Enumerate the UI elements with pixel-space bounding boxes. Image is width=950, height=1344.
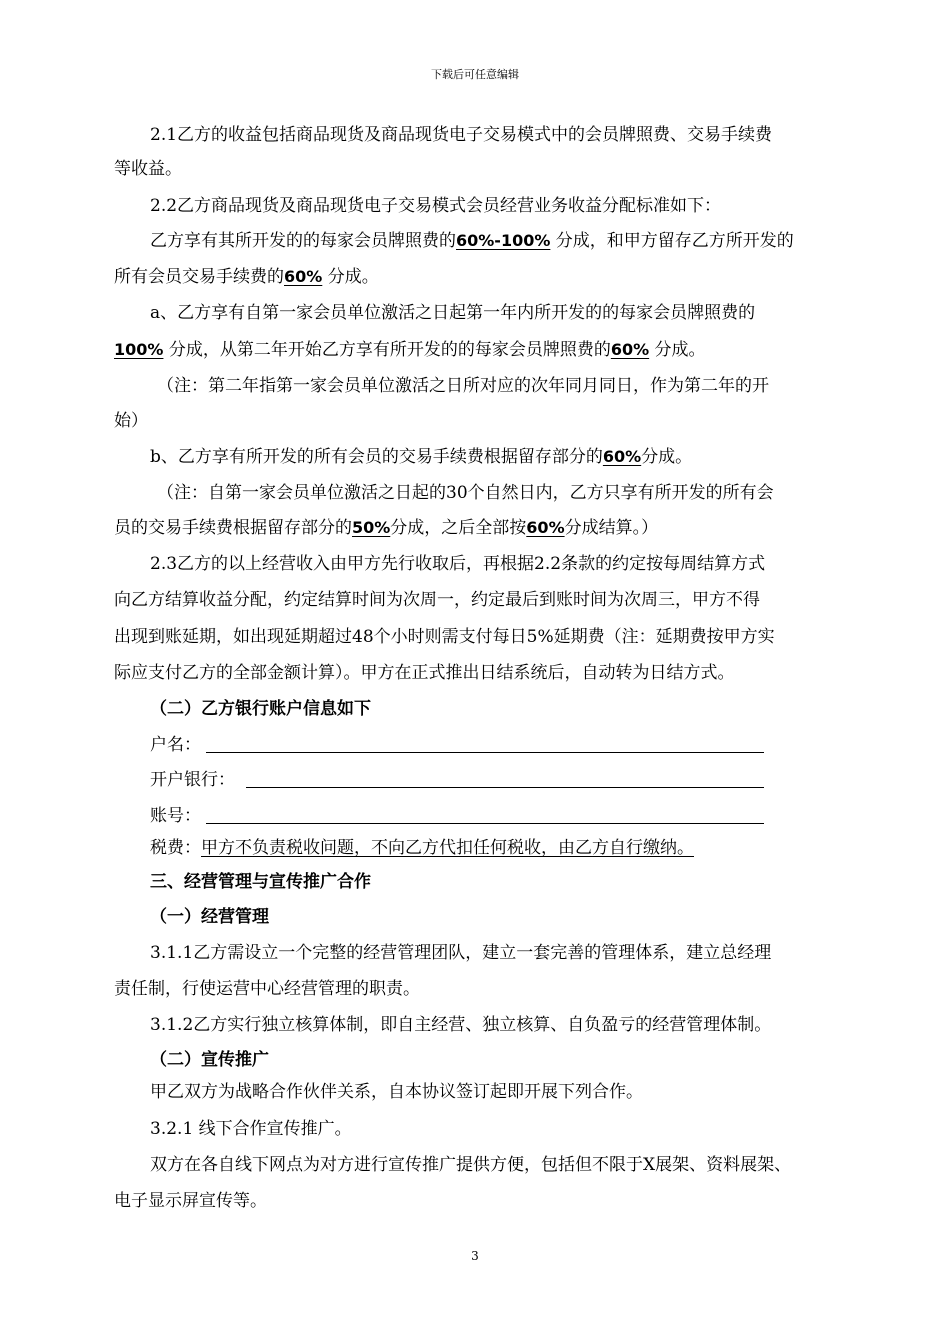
tax-line [150,836,694,860]
text: 乙方享有其所开发的的每家会员牌照费的 [150,231,456,251]
share-value: 60% [610,340,650,359]
text: 分成，和甲方留存乙方所开发的 [555,231,794,251]
bank-name-field[interactable] [246,787,764,788]
text: 分成，之后全部按 [390,518,527,538]
subsection-2-heading: （二）宣传推广 [150,1050,269,1070]
trading-fee-share [114,265,379,289]
share-value: 50% [352,518,391,537]
share-value: 60%-100% [456,231,551,250]
bank-info-heading: （二）乙方银行账户信息如下 [150,699,371,719]
tax-label: 税费： [150,838,201,858]
share-value: 60% [284,267,323,286]
text: 分成。 [327,267,379,287]
section-3-heading: 三、经营管理与宣传推广合作 [150,872,371,892]
note-2: （注：自第一家会员单位激活之日起的30个自然日内，乙方只享有所开发的所有会 [157,483,774,503]
account-number-label: 账号： [150,806,201,826]
clause-3-2-1: 3.2.1 线下合作宣传推广。 [150,1119,352,1139]
clause-2-3-cont: 出现到账延期，如出现延期超过48个小时则需支付每日5%延期费（注：延期费按甲方实 [114,627,775,647]
tax-text: 甲方不负责税收问题，不向乙方代扣任何税收，由乙方自行缴纳。 [201,838,694,858]
text: 员的交易手续费根据留存部分的 [114,518,352,538]
clause-2-2: 2.2乙方商品现货及商品现货电子交易模式会员经营业务收益分配标准如下： [150,196,722,216]
text: 分成。 [654,340,706,360]
text: 分成结算。） [564,518,659,538]
clause-2-3: 2.3乙方的以上经营收入由甲方先行收取后，再根据2.2条款的约定按每周结算方式 [150,554,766,574]
text: b、乙方享有所开发的所有会员的交易手续费根据留存部分的 [150,447,603,467]
item-a-cont [114,338,706,362]
share-value: 60% [526,518,565,537]
text: 分成。 [641,447,693,467]
account-name-field[interactable] [206,752,764,753]
clause-2-3-cont: 向乙方结算收益分配，约定结算时间为次周一，约定最后到账时间为次周三，甲方不得 [114,590,760,610]
text: 分成，从第二年开始乙方享有所开发的的每家会员牌照费的 [168,340,611,360]
account-name-label: 户名： [150,735,201,755]
clause-2-3-cont: 际应支付乙方的全部金额计算）。甲方在正式推出日结系统后，自动转为日结方式。 [114,663,735,683]
clause-3-2-1-text: 双方在各自线下网点为对方进行宣传推广提供方便，包括但不限于X展架、资料展架、 [150,1155,792,1175]
text: 所有会员交易手续费的 [114,267,284,287]
share-value: 100% [114,340,164,359]
clause-3-1-2: 3.1.2乙方实行独立核算体制，即自主经营、独立核算、自负盈亏的经营管理体制。 [150,1015,772,1035]
clause-2-1-cont: 等收益。 [114,159,182,179]
share-value: 60% [602,447,642,466]
bank-name-label: 开户银行： [150,770,235,790]
page-header: 下载后可任意编辑 [431,68,519,81]
clause-3-2-1-cont: 电子显示屏宣传等。 [114,1191,267,1211]
clause-2-1: 2.1乙方的收益包括商品现货及商品现货电子交易模式中的会员牌照费、交易手续费 [150,125,773,145]
note-1: （注：第二年指第一家会员单位激活之日所对应的次年同月同日，作为第二年的开 [157,376,769,396]
account-number-field[interactable] [206,823,764,824]
item-b [150,445,692,469]
clause-3-1-1-cont: 责任制，行使运营中心经营管理的职责。 [114,979,420,999]
note-1-cont: 始） [114,411,148,431]
note-2-cont [114,516,658,540]
clause-3-1-1: 3.1.1乙方需设立一个完整的经营管理团队，建立一套完善的管理体系，建立总经理 [150,943,772,963]
item-a: a、乙方享有自第一家会员单位激活之日起第一年内所开发的的每家会员牌照费的 [150,303,756,323]
subsection-1-heading: （一）经营管理 [150,907,269,927]
page-number: 3 [471,1249,479,1263]
cooperation-intro: 甲乙双方为战略合作伙伴关系，自本协议签订起即开展下列合作。 [150,1082,643,1102]
license-fee-share [150,229,794,253]
